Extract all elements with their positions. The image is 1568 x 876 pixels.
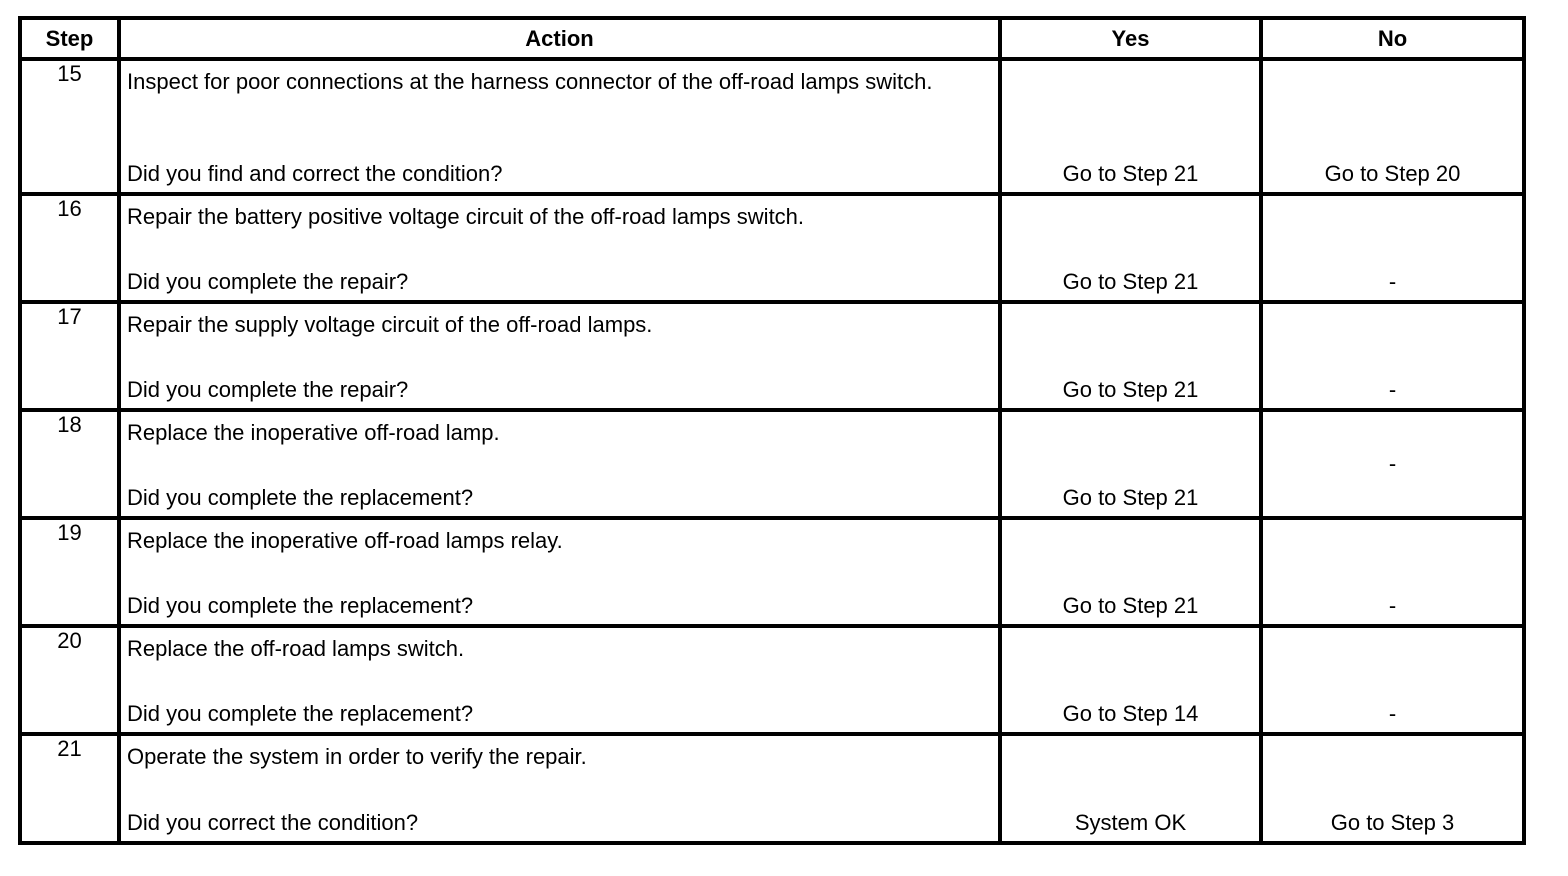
yes-cell: [1000, 302, 1261, 410]
header-no: No: [1261, 18, 1524, 59]
no-result: -: [1388, 377, 1397, 402]
table-row: [20, 734, 1524, 843]
no-result: Go to Step 20: [1324, 161, 1461, 186]
no-result: Go to Step 3: [1330, 810, 1455, 835]
table-header-row: [20, 18, 1524, 59]
no-cell: [1261, 410, 1524, 518]
yes-result: Go to Step 21: [1062, 269, 1199, 294]
action-question: Did you complete the replacement?: [127, 593, 474, 618]
yes-result: System OK: [1074, 810, 1187, 835]
table-row: [20, 410, 1524, 518]
action-instruction: Replace the inoperative off-road lamps relay.: [127, 528, 563, 553]
yes-result: Go to Step 21: [1062, 593, 1199, 618]
action-cell: [119, 626, 1000, 734]
yes-cell: [1000, 410, 1261, 518]
no-cell: [1261, 626, 1524, 734]
yes-cell: [1000, 734, 1261, 843]
step-number: 18: [20, 410, 119, 518]
action-instruction: Inspect for poor connections at the harness connector of the off-road lamps switch.: [127, 69, 933, 94]
yes-result: Go to Step 21: [1062, 485, 1199, 510]
no-result: -: [1388, 593, 1397, 618]
step-number: 19: [20, 518, 119, 626]
yes-cell: [1000, 59, 1261, 194]
action-cell: [119, 194, 1000, 302]
step-number: 17: [20, 302, 119, 410]
no-result: -: [1388, 451, 1397, 476]
step-number: 21: [20, 734, 119, 843]
no-cell: [1261, 734, 1524, 843]
table-row: [20, 194, 1524, 302]
no-cell: [1261, 518, 1524, 626]
action-instruction: Repair the supply voltage circuit of the off-road lamps.: [127, 312, 653, 337]
action-question: Did you complete the replacement?: [127, 485, 474, 510]
no-cell: [1261, 302, 1524, 410]
action-instruction: Replace the off-road lamps switch.: [127, 636, 465, 661]
action-instruction: Replace the inoperative off-road lamp.: [127, 420, 500, 445]
action-question: Did you complete the repair?: [127, 377, 409, 402]
yes-result: Go to Step 14: [1062, 701, 1199, 726]
action-cell: [119, 734, 1000, 843]
action-cell: [119, 59, 1000, 194]
yes-cell: [1000, 518, 1261, 626]
step-number: 20: [20, 626, 119, 734]
action-cell: [119, 410, 1000, 518]
action-cell: [119, 518, 1000, 626]
no-cell: [1261, 194, 1524, 302]
no-result: -: [1388, 269, 1397, 294]
yes-result: Go to Step 21: [1062, 161, 1199, 186]
diagnostic-table: [18, 16, 1526, 845]
header-yes: Yes: [1000, 18, 1261, 59]
header-step: Step: [20, 18, 119, 59]
action-instruction: Repair the battery positive voltage circuit of the off-road lamps switch.: [127, 204, 805, 229]
yes-result: Go to Step 21: [1062, 377, 1199, 402]
table-row: [20, 302, 1524, 410]
table-row: [20, 626, 1524, 734]
yes-cell: [1000, 626, 1261, 734]
action-cell: [119, 302, 1000, 410]
table-row: [20, 59, 1524, 194]
action-question: Did you complete the replacement?: [127, 701, 474, 726]
action-question: Did you correct the condition?: [127, 810, 419, 835]
header-action: Action: [119, 18, 1000, 59]
no-cell: [1261, 59, 1524, 194]
yes-cell: [1000, 194, 1261, 302]
action-question: Did you complete the repair?: [127, 269, 409, 294]
table-row: [20, 518, 1524, 626]
action-instruction: Operate the system in order to verify the repair.: [127, 744, 587, 769]
action-question: Did you find and correct the condition?: [127, 161, 503, 186]
step-number: 16: [20, 194, 119, 302]
step-number: 15: [20, 59, 119, 194]
no-result: -: [1388, 701, 1397, 726]
